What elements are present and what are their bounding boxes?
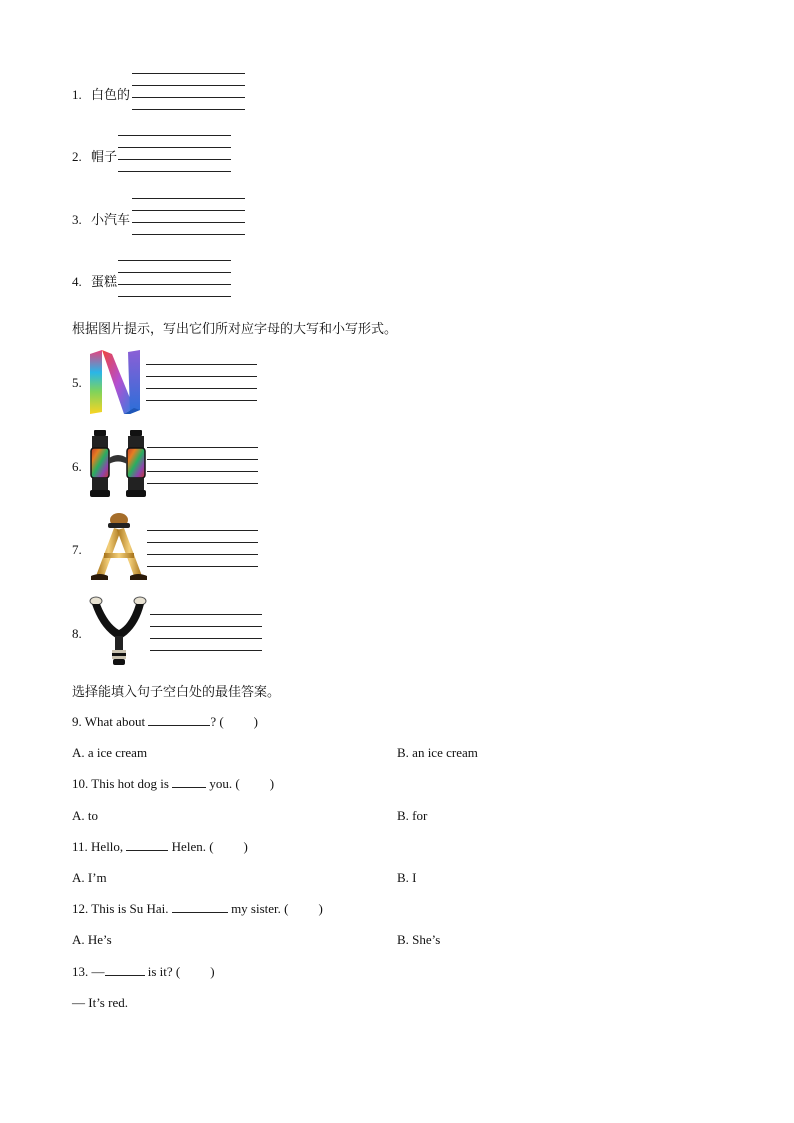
- writing-lines[interactable]: [147, 447, 258, 485]
- binoculars-letter-h-icon: [88, 428, 148, 502]
- question-paren: ): [243, 839, 248, 854]
- question-text: Helen. (: [168, 839, 214, 854]
- writing-lines[interactable]: [150, 614, 262, 652]
- chinese-word: 小汽车: [91, 213, 131, 228]
- option-a[interactable]: A. I’m: [72, 870, 107, 885]
- chinese-word: 白色的: [91, 88, 131, 103]
- question-paren: ): [210, 964, 215, 979]
- answer-blank[interactable]: [148, 714, 210, 726]
- writing-lines[interactable]: [132, 73, 245, 113]
- writing-lines[interactable]: [147, 530, 258, 568]
- question-number: 2.: [72, 149, 82, 164]
- question-2: [72, 146, 117, 165]
- question-number: 12.: [72, 901, 89, 916]
- question-11: [72, 839, 248, 855]
- chinese-word: 蛋糕: [91, 275, 118, 290]
- answer-blank[interactable]: [172, 776, 206, 788]
- question-text: my sister. (: [227, 901, 289, 916]
- question-10: [72, 776, 274, 792]
- question-12: [72, 901, 323, 917]
- question-text: This is Su Hai.: [91, 901, 172, 916]
- question-text: ? (: [210, 714, 224, 729]
- question-3: [72, 209, 130, 228]
- lamp-letter-a-icon: [88, 510, 150, 586]
- option-b[interactable]: B. She’s: [397, 932, 441, 947]
- option-a[interactable]: A. a ice cream: [72, 745, 148, 760]
- question-paren: ): [253, 714, 259, 729]
- question-text: —: [91, 964, 105, 979]
- answer-blank[interactable]: [126, 839, 168, 851]
- option-b[interactable]: B. for: [397, 808, 428, 823]
- answer-blank[interactable]: [172, 901, 228, 913]
- question-number: 9.: [72, 714, 82, 729]
- question-number: 10.: [72, 776, 89, 791]
- option-a[interactable]: A. He’s: [72, 932, 112, 947]
- answer-blank[interactable]: [105, 964, 145, 976]
- question-4: [72, 271, 117, 290]
- question-number: 11.: [72, 839, 88, 854]
- question-13: [72, 964, 215, 980]
- question-text: Hello,: [91, 839, 127, 854]
- question-number: 7.: [72, 542, 82, 557]
- option-a[interactable]: A. to: [72, 808, 98, 823]
- question-9: [72, 714, 258, 730]
- question-number: 4.: [72, 274, 82, 289]
- question-1: [72, 84, 130, 103]
- question-number: 8.: [72, 626, 82, 641]
- question-text: you. (: [206, 776, 240, 791]
- option-b[interactable]: B. an ice cream: [397, 745, 478, 760]
- dialogue-answer: — It’s red.: [72, 995, 128, 1010]
- writing-lines[interactable]: [118, 135, 231, 175]
- writing-lines[interactable]: [146, 364, 257, 402]
- rainbow-letter-n-icon: [86, 348, 146, 416]
- question-paren: ): [269, 776, 275, 791]
- section-instruction: 根据图片提示，写出它们所对应字母的大写和小写形式。: [72, 322, 398, 337]
- question-text: This hot dog is: [91, 776, 173, 791]
- question-text: is it? (: [144, 964, 181, 979]
- writing-lines[interactable]: [132, 198, 245, 238]
- chinese-word: 帽子: [91, 150, 118, 165]
- question-number: 6.: [72, 459, 82, 474]
- slingshot-letter-y-icon: [88, 594, 150, 670]
- question-text: What about: [84, 714, 149, 729]
- question-number: 3.: [72, 212, 82, 227]
- writing-lines[interactable]: [118, 260, 231, 300]
- question-number: 5.: [72, 375, 82, 390]
- question-paren: ): [318, 901, 323, 916]
- question-number: 13.: [72, 964, 89, 979]
- option-b[interactable]: B. I: [397, 870, 417, 885]
- section-instruction: 选择能填入句子空白处的最佳答案。: [72, 685, 281, 700]
- question-number: 1.: [72, 87, 82, 102]
